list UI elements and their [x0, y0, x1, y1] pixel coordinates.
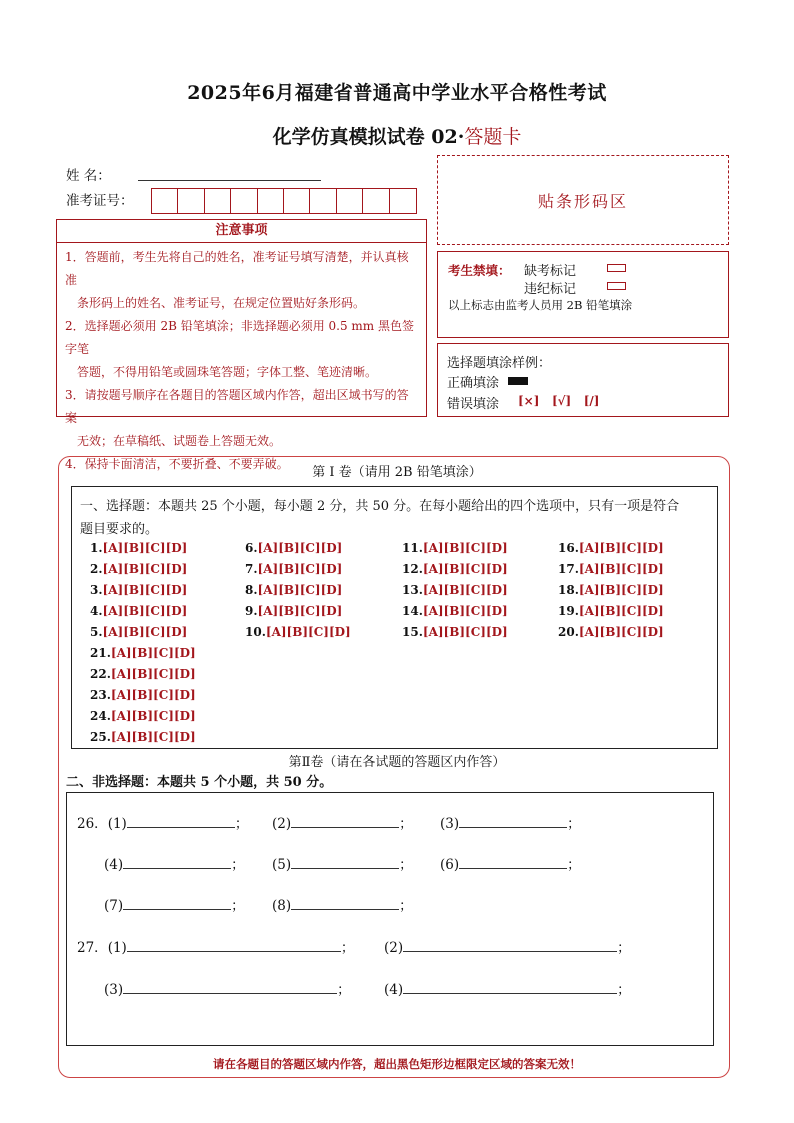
mc-question-row[interactable]	[245, 562, 342, 576]
answer-options[interactable]: [A][B][C][D]	[422, 625, 508, 639]
mc-question-row[interactable]	[90, 709, 196, 723]
forbid-note: 以上标志由监考人员用 2B 铅笔填涂	[448, 298, 633, 312]
question-number: 22.	[90, 667, 111, 681]
question-number: 23.	[90, 688, 111, 702]
answer-blank[interactable]	[123, 896, 231, 910]
separator: ；	[231, 857, 245, 873]
mc-question-row[interactable]	[245, 625, 351, 639]
notice-item: 答题，不得用铅笔或圆珠笔答题；字体工整、笔迹清晰。	[77, 365, 378, 379]
free-response-box	[66, 792, 714, 1046]
id-label: 准考证号：	[66, 193, 134, 209]
id-box[interactable]	[363, 189, 389, 213]
answer-options[interactable]: [A][B][C][D]	[422, 604, 508, 618]
wrong-fill-marks: [×] [√] [/]	[518, 394, 600, 408]
separator: ；	[234, 816, 249, 832]
question-number: 10.	[245, 625, 266, 639]
question-number: 13.	[402, 583, 423, 597]
answer-options[interactable]: [A][B][C][D]	[422, 583, 508, 597]
fill-in-item	[384, 936, 631, 956]
answer-options[interactable]: [A][B][C][D]	[578, 625, 664, 639]
answer-blank[interactable]	[127, 938, 341, 952]
notice-item: 4．保持卡面清洁，不要折叠、不要弄破。	[65, 457, 289, 471]
question-number: 26．	[77, 816, 108, 832]
barcode-label: 贴条形码区	[537, 191, 628, 211]
correct-fill-mark	[508, 377, 528, 385]
fill-in-item	[384, 978, 631, 998]
question-number: 19.	[558, 604, 579, 618]
fill-in-item	[104, 894, 245, 914]
fill-in-item	[104, 978, 351, 998]
sub-question-label: (2)	[272, 816, 292, 832]
mc-question-row[interactable]	[402, 625, 508, 639]
separator: ；	[231, 898, 245, 914]
sample-heading: 选择题填涂样例：	[447, 356, 552, 371]
id-box[interactable]	[178, 189, 204, 213]
answer-options[interactable]: [A][B][C][D]	[257, 562, 343, 576]
sub-question-label: (6)	[440, 857, 460, 873]
separator: ；	[399, 857, 413, 873]
question-number: 3.	[90, 583, 103, 597]
mc-question-row[interactable]	[90, 541, 187, 555]
mc-question-row[interactable]	[558, 583, 664, 597]
mc-question-row[interactable]	[245, 541, 342, 555]
absent-label: 缺考标记	[524, 264, 577, 279]
question-number: 27．	[77, 940, 108, 956]
forbid-label: 考生禁填：	[448, 263, 511, 278]
answer-blank[interactable]	[403, 980, 617, 994]
sub-question-label: (4)	[384, 982, 404, 998]
card-title: 2025年6月福建省普通高中学业水平合格性考试	[187, 82, 607, 104]
fill-in-item	[272, 894, 413, 914]
notice-item: 无效；在草稿纸、试题卷上答题无效。	[77, 434, 282, 448]
id-number-boxes[interactable]	[151, 188, 417, 214]
violation-mark-box[interactable]	[607, 282, 626, 290]
answer-blank[interactable]	[123, 855, 231, 869]
subtitle-main: 化学仿真模拟试卷 02·	[272, 126, 465, 148]
sub-question-label: (7)	[104, 898, 124, 914]
name-label: 姓 名：	[66, 168, 111, 184]
question-number: 11.	[402, 541, 423, 555]
question-number: 16.	[558, 541, 579, 555]
card-subtitle	[0, 122, 794, 149]
barcode-area	[437, 155, 729, 245]
fill-sample-box	[437, 343, 729, 417]
wrong-label: 错误填涂	[447, 397, 500, 412]
mc-question-row[interactable]	[90, 730, 196, 744]
mc-question-row[interactable]	[402, 562, 508, 576]
question-number: 5.	[90, 625, 103, 639]
question-number: 21.	[90, 646, 111, 660]
answer-options[interactable]: [A][B][C][D]	[257, 604, 343, 618]
answer-options[interactable]: [A][B][C][D]	[110, 667, 196, 681]
id-box[interactable]	[310, 189, 336, 213]
question-number: 17.	[558, 562, 579, 576]
fill-in-item	[104, 853, 245, 873]
question-number: 25.	[90, 730, 111, 744]
answer-options[interactable]: [A][B][C][D]	[110, 730, 196, 744]
answer-options[interactable]: [A][B][C][D]	[102, 562, 188, 576]
answer-options[interactable]: [A][B][C][D]	[102, 583, 188, 597]
mc-question-row[interactable]	[90, 625, 187, 639]
sub-question-label: (2)	[384, 940, 404, 956]
sub-question-label: (8)	[272, 898, 292, 914]
answer-options[interactable]: [A][B][C][D]	[422, 562, 508, 576]
fill-in-item	[272, 812, 413, 832]
mc-question-row[interactable]	[558, 541, 664, 555]
id-box[interactable]	[258, 189, 284, 213]
notice-list	[56, 242, 427, 471]
id-box[interactable]	[337, 189, 363, 213]
correct-label: 正确填涂	[447, 376, 500, 391]
footer-warning: 请在各题目的答题区域内作答，超出黑色矩形边框限定区域的答案无效！	[213, 1057, 581, 1071]
mc-question-row[interactable]	[558, 562, 664, 576]
mc-question-row[interactable]	[402, 604, 508, 618]
question-number: 14.	[402, 604, 423, 618]
answer-options[interactable]: [A][B][C][D]	[110, 688, 196, 702]
question-number: 18.	[558, 583, 579, 597]
id-box[interactable]	[284, 189, 310, 213]
question-number: 8.	[245, 583, 258, 597]
mc-question-row[interactable]	[402, 541, 508, 555]
mc-question-row[interactable]	[402, 583, 508, 597]
mc-question-row[interactable]	[245, 604, 342, 618]
notice-heading: 注意事项	[56, 219, 427, 243]
mc-instruction: 一、选择题：本题共 25 个小题，每小题 2 分，共 50 分。在每小题给出的四个选项中，只有一项是符合	[80, 499, 680, 514]
answer-options[interactable]: [A][B][C][D]	[265, 625, 351, 639]
id-box[interactable]	[231, 189, 257, 213]
violation-label: 违纪标记	[524, 282, 577, 297]
separator: ；	[617, 982, 631, 998]
part1-heading: 第 I 卷（请用 2B 铅笔填涂）	[312, 465, 482, 480]
mc-question-row[interactable]	[245, 583, 342, 597]
fill-in-item	[440, 812, 581, 832]
question-number: 24.	[90, 709, 111, 723]
question-number: 6.	[245, 541, 258, 555]
question-number: 15.	[402, 625, 423, 639]
name-input-line[interactable]	[138, 180, 321, 181]
answer-blank[interactable]	[127, 814, 235, 828]
answer-blank[interactable]	[459, 814, 567, 828]
question-number: 9.	[245, 604, 258, 618]
answer-options[interactable]: [A][B][C][D]	[102, 541, 188, 555]
absent-mark-box[interactable]	[607, 264, 626, 272]
multiple-choice-box	[71, 486, 718, 749]
answer-options[interactable]: [A][B][C][D]	[578, 583, 664, 597]
answer-options[interactable]: [A][B][C][D]	[578, 541, 664, 555]
sub-question-label: (4)	[104, 857, 124, 873]
notice-item: 3．请按题号顺序在各题目的答题区域内作答，超出区域书写的答案	[65, 388, 409, 425]
question-number: 4.	[90, 604, 103, 618]
separator: ；	[567, 816, 581, 832]
mc-question-row[interactable]	[90, 667, 196, 681]
fill-in-item	[77, 812, 248, 832]
separator: ；	[399, 816, 413, 832]
fill-in-item	[272, 853, 413, 873]
question-number: 1.	[90, 541, 103, 555]
answer-options[interactable]: [A][B][C][D]	[110, 709, 196, 723]
sub-question-label: (1)	[107, 940, 127, 956]
part2-instruction: 二、非选择题：本题共 5 个小题，共 50 分。	[66, 775, 333, 790]
mc-instruction-cont: 题目要求的。	[80, 522, 159, 537]
mc-question-row[interactable]	[90, 646, 196, 660]
mc-question-row[interactable]	[90, 688, 196, 702]
mc-question-row[interactable]	[90, 604, 187, 618]
mc-question-row[interactable]	[558, 625, 664, 639]
subtitle-suffix: 答题卡	[464, 126, 522, 148]
question-number: 2.	[90, 562, 103, 576]
id-box[interactable]	[152, 189, 178, 213]
separator: ；	[617, 940, 631, 956]
answer-options[interactable]: [A][B][C][D]	[257, 583, 343, 597]
answer-blank[interactable]	[291, 814, 399, 828]
answer-blank[interactable]	[403, 938, 617, 952]
fill-in-item	[77, 936, 354, 956]
mc-question-row[interactable]	[558, 604, 664, 618]
answer-blank[interactable]	[291, 896, 399, 910]
mc-question-row[interactable]	[90, 583, 187, 597]
part2-heading: 第Ⅱ卷（请在各试题的答题区内作答）	[288, 755, 506, 770]
sub-question-label: (1)	[107, 816, 127, 832]
sub-question-label: (5)	[272, 857, 292, 873]
question-number: 20.	[558, 625, 579, 639]
answer-options[interactable]: [A][B][C][D]	[578, 604, 664, 618]
answer-blank[interactable]	[123, 980, 337, 994]
answer-options[interactable]: [A][B][C][D]	[422, 541, 508, 555]
answer-options[interactable]: [A][B][C][D]	[578, 562, 664, 576]
separator: ；	[399, 898, 413, 914]
id-box[interactable]	[390, 189, 416, 213]
question-number: 7.	[245, 562, 258, 576]
id-box[interactable]	[205, 189, 231, 213]
sub-question-label: (3)	[104, 982, 124, 998]
answer-blank[interactable]	[459, 855, 567, 869]
mc-question-row[interactable]	[90, 562, 187, 576]
answer-options[interactable]: [A][B][C][D]	[102, 604, 188, 618]
question-number: 12.	[402, 562, 423, 576]
answer-options[interactable]: [A][B][C][D]	[102, 625, 188, 639]
proctor-mark-box	[437, 251, 729, 338]
separator: ；	[337, 982, 351, 998]
notice-item: 1．答题前，考生先将自己的姓名，准考证号填写清楚，并认真核准	[65, 250, 409, 287]
separator: ；	[567, 857, 581, 873]
answer-options[interactable]: [A][B][C][D]	[110, 646, 196, 660]
notice-item: 条形码上的姓名、准考证号，在规定位置贴好条形码。	[77, 296, 366, 310]
answer-options[interactable]: [A][B][C][D]	[257, 541, 343, 555]
answer-blank[interactable]	[291, 855, 399, 869]
sub-question-label: (3)	[440, 816, 460, 832]
fill-in-item	[440, 853, 581, 873]
notice-item: 2．选择题必须用 2B 铅笔填涂；非选择题必须用 0.5 mm 黑色签字笔	[65, 319, 415, 356]
separator: ；	[340, 940, 355, 956]
